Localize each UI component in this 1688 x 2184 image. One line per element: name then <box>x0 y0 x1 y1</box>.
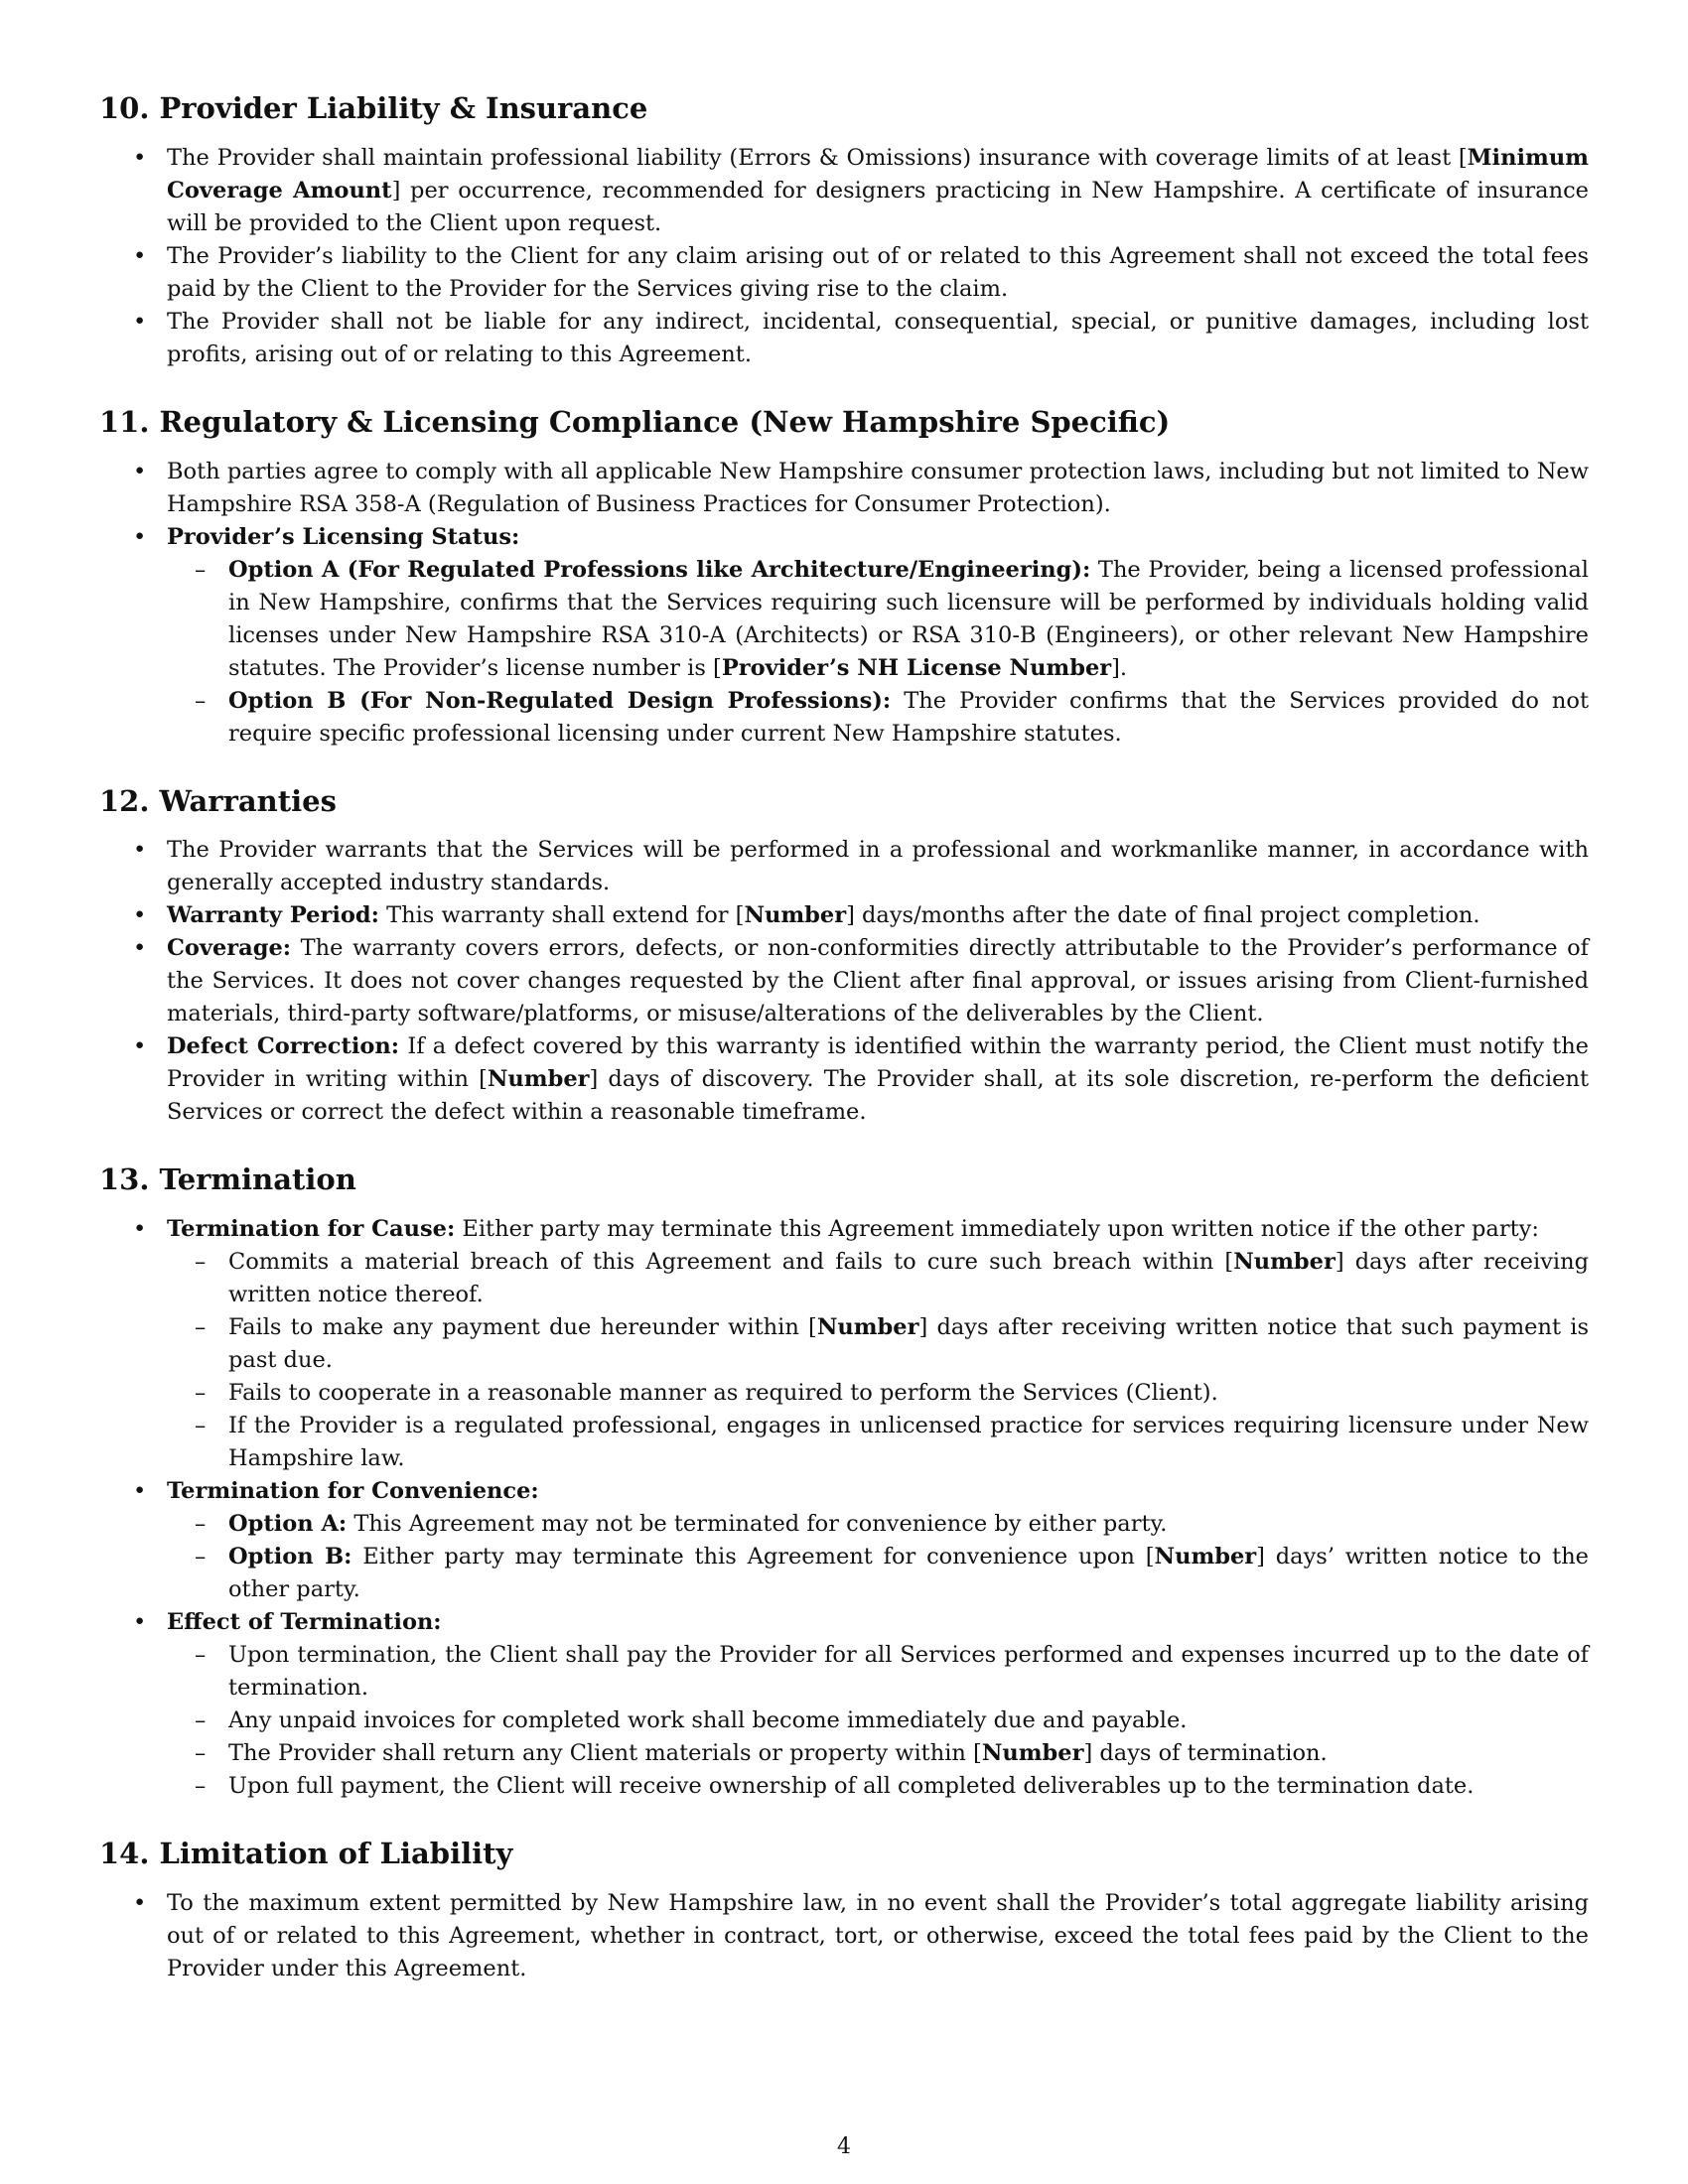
section-heading: 12. Warranties <box>99 783 337 818</box>
sub-list <box>167 1508 1589 1606</box>
sub-list-item: – Option B: Either party may terminate this Agreement for convenience upon [Number] days’ written notice to the other party. <box>167 1541 1589 1606</box>
list-item: • Coverage: The warranty covers errors, defects, or non-conformities directly attributable to the Provider’s performance of the Services. It does not cover changes requested by the Client after final approval, or issues arising from Client-furnished materials, third-party software/platforms, or misuse/alterations of the deliverables by the Client. <box>99 932 1589 1030</box>
list-item: • To the maximum extent permitted by New Hampshire law, in no event shall the Provider’s total aggregate liability arising out of or related to this Agreement, whether in contract, tort, or otherwise, exceed the total fees paid by the Client to the Provider under this Agreement. <box>99 1887 1589 1985</box>
page-number: 4 <box>837 2134 851 2159</box>
sub-list-item: – Fails to cooperate in a reasonable manner as required to perform the Services (Client). <box>167 1377 1589 1410</box>
bullet-list <box>99 834 1589 1129</box>
list-item: • Defect Correction: If a defect covered by this warranty is identified within the warranty period, the Client must notify the Provider in writing within [Number] days of discovery. The Provider shall, at its sole discretion, re-perform the deficient Services or correct the defect within a reasonable timeframe. <box>99 1030 1589 1129</box>
sub-list <box>167 554 1589 751</box>
list-item: • Provider’s Licensing Status: – Option A (For Regulated Professions like Architecture/Engineering): The Provider, being a licensed professional in New Hampshire, confirms that the Services requiring such licensure will be performed by individuals holding valid licenses under New Hampshire RSA 310-A (Architects) or RSA 310-B (Engineers), or other relevant New Hampshire statutes. The Provider’s license number is [Provider’s NH License Number]. – Option B (For Non-Regulated Design Professions): The Provider confirms that the Services provided do not require specific professional licensing under current New Hampshire statutes. <box>99 521 1589 751</box>
section-heading: 13. Termination <box>99 1162 356 1197</box>
list-item: • Termination for Convenience: – Option A: This Agreement may not be terminated for convenience by either party. – Option B: Either party may terminate this Agreement for convenience upon [Number] days’ written notice to the other party. <box>99 1475 1589 1606</box>
list-item: • The Provider warrants that the Services will be performed in a professional and workmanlike manner, in accordance with generally accepted industry standards. <box>99 834 1589 899</box>
bullet-list <box>99 142 1589 371</box>
sub-list <box>167 1246 1589 1475</box>
section-heading: 14. Limitation of Liability <box>99 1837 513 1871</box>
sub-list-item: – Option B (For Non-Regulated Design Professions): The Provider confirms that the Services provided do not require specific professional licensing under current New Hampshire statutes. <box>167 685 1589 751</box>
sub-list-item: – Option A: This Agreement may not be terminated for convenience by either party. <box>167 1508 1589 1541</box>
sub-list-item: – The Provider shall return any Client materials or property within [Number] days of termination. <box>167 1737 1589 1770</box>
list-item: • Both parties agree to comply with all applicable New Hampshire consumer protection laws, including but not limited to New Hampshire RSA 358-A (Regulation of Business Practices for Consumer Protection). <box>99 456 1589 521</box>
section-12 <box>99 784 1589 1130</box>
list-item: • Warranty Period: This warranty shall extend for [Number] days/months after the date of final project completion. <box>99 899 1589 932</box>
sub-list-item: – Upon full payment, the Client will receive ownership of all completed deliverables up to the termination date. <box>167 1770 1589 1803</box>
document-page <box>99 91 1589 2019</box>
section-14 <box>99 1837 1589 1985</box>
section-heading: 10. Provider Liability & Insurance <box>99 91 648 125</box>
list-item: • The Provider shall not be liable for any indirect, incidental, consequential, special, or punitive damages, including lost profits, arising out of or relating to this Agreement. <box>99 306 1589 371</box>
list-item: • The Provider shall maintain professional liability (Errors & Omissions) insurance with coverage limits of at least [Minimum Coverage Amount] per occurrence, recommended for designers practicing in New Hampshire. A certificate of insurance will be provided to the Client upon request. <box>99 142 1589 240</box>
bullet-list <box>99 456 1589 751</box>
section-13 <box>99 1162 1589 1803</box>
sub-list-item: – Option A (For Regulated Professions like Architecture/Engineering): The Provider, being a licensed professional in New Hampshire, confirms that the Services requiring such licensure will be performed by individuals holding valid licenses under New Hampshire RSA 310-A (Architects) or RSA 310-B (Engineers), or other relevant New Hampshire statutes. The Provider’s license number is [Provider’s NH License Number]. <box>167 554 1589 685</box>
sub-list-item: – Fails to make any payment due hereunder within [Number] days after receiving written notice that such payment is past due. <box>167 1311 1589 1377</box>
sub-list-item: – Commits a material breach of this Agreement and fails to cure such breach within [Number] days after receiving written notice thereof. <box>167 1246 1589 1311</box>
list-item: • Effect of Termination: – Upon termination, the Client shall pay the Provider for all Services performed and expenses incurred up to the date of termination. – Any unpaid invoices for completed work shall become immediately due and payable. – The Provider shall return any Client materials or property within [Number] days of termination. – Upon full payment, the Client will receive ownership of all completed deliverables up to the termination date. <box>99 1606 1589 1803</box>
section-11 <box>99 405 1589 751</box>
sub-list-item: – If the Provider is a regulated professional, engages in unlicensed practice for services requiring licensure under New Hampshire law. <box>167 1410 1589 1475</box>
section-10 <box>99 91 1589 371</box>
bullet-list <box>99 1213 1589 1803</box>
sub-list-item: – Any unpaid invoices for completed work shall become immediately due and payable. <box>167 1705 1589 1737</box>
bullet-list <box>99 1887 1589 1985</box>
section-heading: 11. Regulatory & Licensing Compliance (New Hampshire Specific) <box>99 404 1171 439</box>
list-item: • The Provider’s liability to the Client for any claim arising out of or related to this Agreement shall not exceed the total fees paid by the Client to the Provider for the Services giving rise to the claim. <box>99 240 1589 306</box>
sub-list-item: – Upon termination, the Client shall pay the Provider for all Services performed and expenses incurred up to the date of termination. <box>167 1639 1589 1705</box>
sub-list <box>167 1639 1589 1803</box>
list-item: • Termination for Cause: Either party may terminate this Agreement immediately upon written notice if the other party: – Commits a material breach of this Agreement and fails to cure such breach within [Number] days after receiving written notice thereof. – Fails to make any payment due hereunder within [Number] days after receiving written notice that such payment is past due. – Fails to cooperate in a reasonable manner as required to perform the Services (Client). – If the Provider is a regulated professional, engages in unlicensed practice for services requiring licensure under New Hampshire law. <box>99 1213 1589 1475</box>
